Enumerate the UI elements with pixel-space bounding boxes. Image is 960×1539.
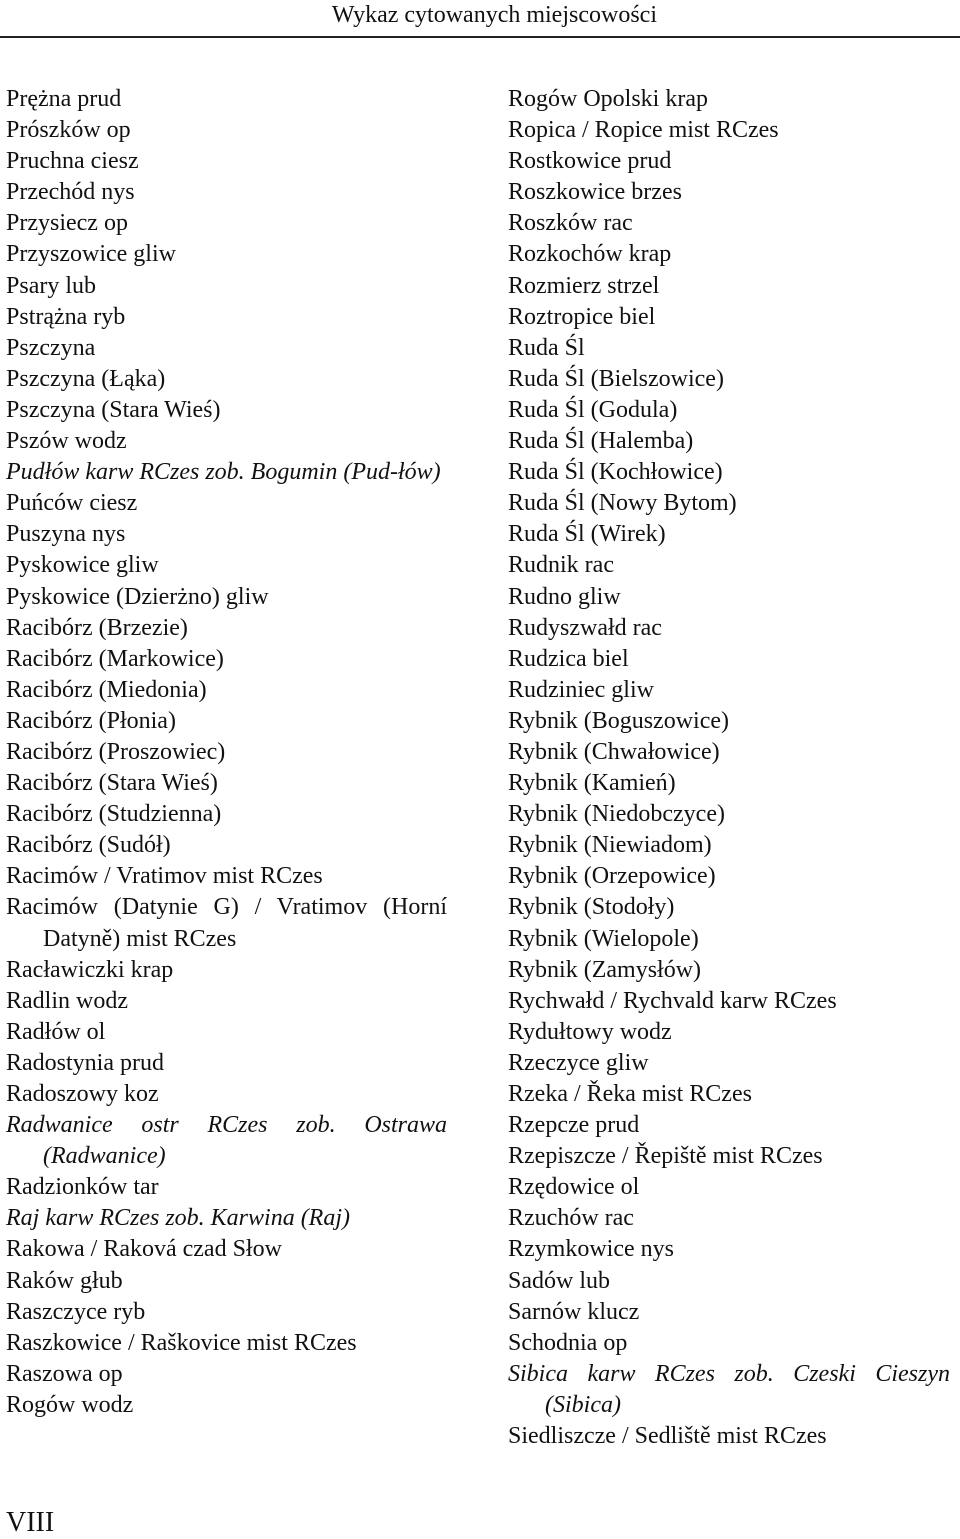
index-entry: Prószków op [6, 117, 131, 144]
index-entry: Rzymkowice nys [508, 1236, 674, 1263]
index-entry: Ruda Śl (Wirek) [508, 521, 666, 548]
index-entry: Pszczyna [6, 334, 96, 361]
index-entry: Rogów wodz [6, 1391, 134, 1418]
index-entry: Pstrążna ryb [6, 303, 126, 330]
index-entry: Radostynia prud [6, 1049, 164, 1076]
index-entry: Ruda Śl (Kochłowice) [508, 459, 723, 486]
index-entry: Raszczyce ryb [6, 1298, 146, 1325]
index-entry: Puszyna nys [6, 521, 126, 548]
index-entry: Pszczyna (Stara Wieś) [6, 396, 221, 423]
index-entry: Rzepiszcze / Řepiště mist RCzes [508, 1143, 823, 1170]
index-entry: Racibórz (Płonia) [6, 707, 176, 734]
index-entry: Ruda Śl (Godula) [508, 396, 678, 423]
index-entry: Racibórz (Sudół) [6, 832, 171, 859]
index-entry: Przechód nys [6, 179, 135, 206]
index-entry: Rzeczyce gliw [508, 1049, 649, 1076]
index-entry: Rychwałd / Rychvald karw RCzes [508, 987, 837, 1014]
index-entry: Rakowa / Raková czad Słow [6, 1236, 282, 1263]
index-entry: Rogów Opolski krap [508, 86, 708, 112]
index-entry: Rostkowice prud [508, 148, 672, 175]
index-entry: Racimów (Datynie G) / Vratimov (Horní Datyně) mist RCzes [6, 894, 447, 952]
index-entry: Rudziniec gliw [508, 676, 654, 703]
index-entry: Rozmierz strzel [508, 272, 660, 299]
index-entry: Raszkowice / Raškovice mist RCzes [6, 1329, 357, 1356]
index-entry: Puńców ciesz [6, 490, 138, 517]
index-entry: Radłów ol [6, 1018, 106, 1045]
index-entry: Sarnów klucz [508, 1298, 640, 1325]
index-entry: Racibórz (Miedonia) [6, 676, 207, 703]
running-head [0, 0, 960, 38]
index-entry: Przysiecz op [6, 210, 128, 237]
page-number: VIII [6, 1507, 55, 1538]
index-entry: Sibica karw RCzes zob. Czeski Cieszyn (Sibica) [508, 1360, 950, 1418]
index-entry: Radlin wodz [6, 987, 128, 1014]
index-entry: Rybnik (Niedobczyce) [508, 801, 725, 828]
index-entry: Pyskowice gliw [6, 552, 159, 579]
index-entry: Racibórz (Stara Wieś) [6, 770, 218, 797]
index-entry: Rudno gliw [508, 583, 621, 610]
index-entry: Przyszowice gliw [6, 241, 176, 268]
index-entry: Pszczyna (Łąka) [6, 365, 166, 392]
index-entry: Raszowa op [6, 1360, 123, 1387]
index-entry: Rybnik (Boguszowice) [508, 707, 730, 734]
index-entry: Rydułtowy wodz [508, 1018, 672, 1045]
index-entry: Rzuchów rac [508, 1205, 634, 1232]
index-entry: Pudłów karw RCzes zob. Bogumin (Pud-łów) [6, 459, 441, 486]
index-entry: Radzionków tar [6, 1174, 159, 1201]
index-entry: Rudnik rac [508, 552, 614, 579]
right-column [508, 84, 950, 1452]
index-entry: Rzędowice ol [508, 1174, 640, 1201]
index-entry: Racibórz (Markowice) [6, 645, 224, 672]
index-entry: Pszów wodz [6, 428, 127, 455]
index-entry: Rudzica biel [508, 645, 629, 672]
index-entry: Raj karw RCzes zob. Karwina (Raj) [6, 1205, 351, 1232]
index-entry: Radwanice ostr RCzes zob. Ostrawa (Radwanice) [6, 1112, 447, 1170]
index-entry: Ruda Śl [508, 334, 585, 361]
index-entry: Pruchna ciesz [6, 148, 139, 175]
index-entry: Rudyszwałd rac [508, 614, 662, 641]
index-entry: Prężna prud [6, 86, 122, 112]
index-entry: Rybnik (Wielopole) [508, 925, 699, 952]
index-entry: Roszkowice brzes [508, 179, 682, 206]
index-entry: Rzepcze prud [508, 1112, 640, 1139]
index-entry: Rozkochów krap [508, 241, 672, 268]
index-entry: Siedliszcze / Sedliště mist RCzes [508, 1423, 827, 1450]
index-entry: Ropica / Ropice mist RCzes [508, 117, 779, 144]
index-entry: Rybnik (Kamień) [508, 770, 676, 797]
index-entry: Ruda Śl (Nowy Bytom) [508, 490, 737, 517]
index-entry: Rybnik (Orzepowice) [508, 863, 716, 890]
index-entry: Psary lub [6, 272, 96, 299]
index-entry: Rybnik (Stodoły) [508, 894, 675, 921]
index-entry: Pyskowice (Dzierżno) gliw [6, 583, 269, 610]
index-entry: Roztropice biel [508, 303, 656, 330]
page-title: Wykaz cytowanych miejscowości [331, 2, 657, 28]
index-entry: Ruda Śl (Halemba) [508, 428, 694, 455]
index-entry: Radoszowy koz [6, 1081, 159, 1107]
index-entry: Ruda Śl (Bielszowice) [508, 365, 724, 392]
index-entry: Rybnik (Chwałowice) [508, 738, 720, 765]
index-entry: Racławiczki krap [6, 956, 174, 983]
index-entry: Rzeka / Řeka mist RCzes [508, 1081, 752, 1107]
index-entry: Racibórz (Brzezie) [6, 614, 188, 641]
index-entry: Racibórz (Studzienna) [6, 801, 222, 828]
index-entry: Roszków rac [508, 210, 633, 237]
index-entry: Rybnik (Zamysłów) [508, 956, 702, 983]
index-entry: Rybnik (Niewiadom) [508, 832, 712, 859]
index-entry: Raków głub [6, 1267, 123, 1294]
index-entry: Racibórz (Proszowiec) [6, 738, 226, 765]
left-column [6, 84, 447, 1421]
index-entry: Racimów / Vratimov mist RCzes [6, 863, 323, 890]
index-entry: Schodnia op [508, 1329, 628, 1356]
index-entry: Sadów lub [508, 1267, 610, 1294]
